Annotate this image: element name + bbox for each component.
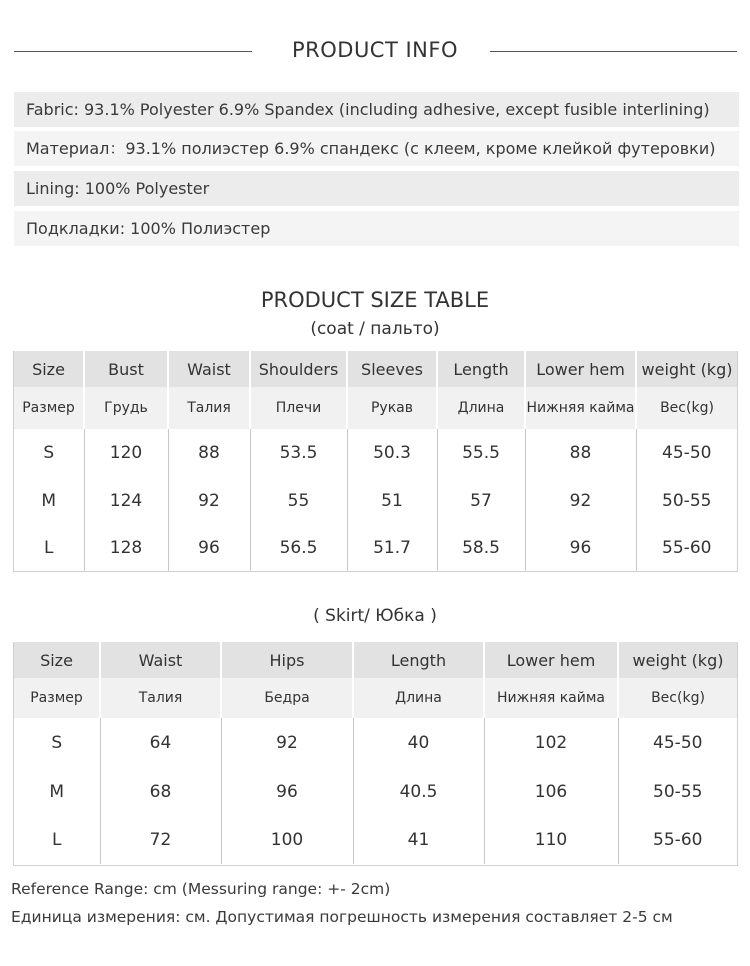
coat-cell: 92 [168,477,250,525]
coat-cell: 88 [168,429,250,477]
skirt-cell: M [49,782,65,802]
coat-cell: 96 [525,525,636,571]
coat-cell: M [41,491,57,511]
coat-header-ru-cell: Грудь [84,387,168,429]
coat-header-ru-cell: Нижняя кайма [525,387,636,429]
coat-subtitle: (coat / пальто) [310,319,440,339]
size-table-title: PRODUCT SIZE TABLE [260,288,490,312]
skirt-cell: 45-50 [618,718,737,768]
skirt-cell: 40 [353,718,484,768]
skirt-header-cell: Waist [100,642,221,678]
skirt-header-ru-cell: Длина [353,678,484,718]
skirt-table-frame [13,642,738,866]
coat-header-cell: Sleeves [347,351,437,387]
coat-row-s [14,429,737,477]
coat-cell: 128 [84,525,168,571]
coat-header-cell: weight (kg) [636,351,737,387]
info-lining-ru: Подкладки: 100% Полиэстер [14,211,739,246]
coat-header-cell: Length [437,351,525,387]
info-fabric-en: Fabric: 93.1% Polyester 6.9% Spandex (including adhesive, except fusible interlining) [14,92,739,127]
coat-header-ru-cell: Талия [168,387,250,429]
info-lining-en: Lining: 100% Polyester [14,171,739,206]
skirt-cell: 40.5 [353,768,484,816]
coat-cell: L [44,538,54,558]
coat-cell: 58.5 [437,525,525,571]
coat-cell: 92 [525,477,636,525]
skirt-header-cell: Lower hem [484,642,618,678]
skirt-header-ru-cell: Талия [100,678,221,718]
measurement-unit-note: Единица измерения: см. Допустимая погрешность измерения составляет 2-5 см [11,908,673,926]
skirt-cell: L [52,830,62,850]
skirt-header-en [14,642,737,678]
coat-header-en [14,351,737,387]
skirt-size-table [14,642,737,864]
skirt-header-ru-cell: Вес(kg) [618,678,737,718]
skirt-row-m [14,768,737,816]
product-info-header [0,36,750,68]
coat-header-ru-cell: Вес(kg) [636,387,737,429]
skirt-cell: 96 [221,768,353,816]
skirt-cell: S [51,733,63,753]
skirt-cell: 64 [100,718,221,768]
skirt-row-s [14,718,737,768]
skirt-cell: 50-55 [618,768,737,816]
coat-header-ru-cell: Плечи [250,387,347,429]
coat-header-ru-cell: Размер [14,387,84,429]
skirt-header-cell: Length [353,642,484,678]
skirt-cell: 110 [484,816,618,864]
coat-cell: 45-50 [636,429,737,477]
skirt-cell: 92 [221,718,353,768]
coat-cell: 120 [84,429,168,477]
coat-cell: 124 [84,477,168,525]
skirt-row-l [14,816,737,864]
skirt-cell: 68 [100,768,221,816]
skirt-header-cell: weight (kg) [618,642,737,678]
coat-cell: 55 [250,477,347,525]
coat-cell: 96 [168,525,250,571]
coat-header-cell: Lower hem [525,351,636,387]
coat-cell: S [43,443,55,463]
info-fabric-ru: Материал：93.1% полиэстер 6.9% спандекс (с клеем, кроме клейкой футеровки) [14,131,739,166]
coat-header-cell: Waist [168,351,250,387]
coat-cell: 50-55 [636,477,737,525]
coat-header-ru-cell: Длина [437,387,525,429]
skirt-header-ru [14,678,737,718]
coat-cell: 57 [437,477,525,525]
coat-table-frame [13,351,738,572]
skirt-header-cell: Size [14,642,100,678]
coat-size-table [14,351,737,571]
coat-header-ru [14,387,737,429]
divider-right [490,51,737,52]
skirt-header-ru-cell: Бедра [221,678,353,718]
coat-cell: 56.5 [250,525,347,571]
skirt-cell: 41 [353,816,484,864]
skirt-cell: 55-60 [618,816,737,864]
skirt-subtitle: ( Skirt/ Юбка ) [313,606,437,626]
skirt-header-ru-cell: Нижняя кайма [484,678,618,718]
reference-range-note: Reference Range: cm (Messuring range: +- 2cm) [11,880,391,898]
coat-cell: 88 [525,429,636,477]
coat-header-cell: Shoulders [250,351,347,387]
coat-header-cell: Bust [84,351,168,387]
skirt-cell: 72 [100,816,221,864]
product-info-title: PRODUCT INFO [291,38,458,62]
coat-cell: 55.5 [437,429,525,477]
skirt-cell: 102 [484,718,618,768]
skirt-header-cell: Hips [221,642,353,678]
skirt-cell: 106 [484,768,618,816]
coat-header-cell: Size [14,351,84,387]
coat-cell: 51 [347,477,437,525]
coat-header-ru-cell: Рукав [347,387,437,429]
coat-row-l [14,525,737,571]
coat-cell: 50.3 [347,429,437,477]
coat-cell: 51.7 [347,525,437,571]
skirt-header-ru-cell: Размер [14,678,100,718]
coat-cell: 55-60 [636,525,737,571]
coat-row-m [14,477,737,525]
skirt-cell: 100 [221,816,353,864]
coat-cell: 53.5 [250,429,347,477]
